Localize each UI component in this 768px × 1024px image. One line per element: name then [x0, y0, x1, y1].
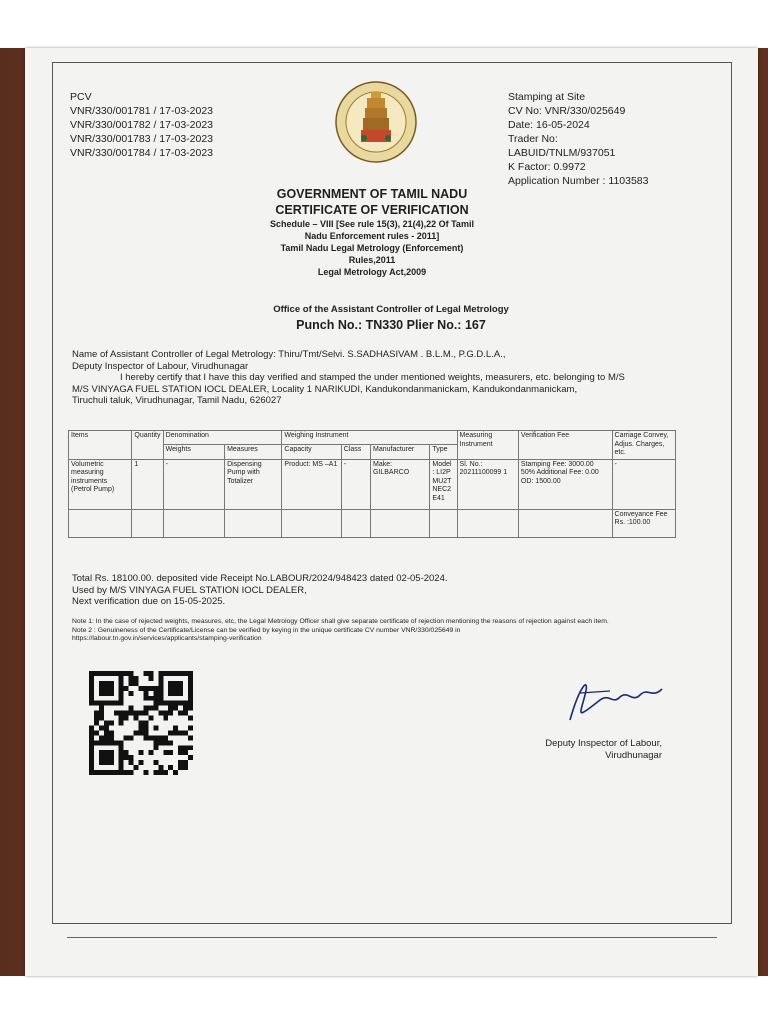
office-title: Office of the Assistant Controller of Legal Metrology — [273, 304, 509, 315]
act-line: Legal Metrology Act,2009 — [317, 267, 427, 277]
pcv-entry: VNR/330/001782 / 17-03-2023 — [70, 119, 214, 131]
pcv-entry: VNR/330/001781 / 17-03-2023 — [70, 105, 214, 117]
used-by: Used by M/S VINYAGA FUEL STATION IOCL DEALER, — [72, 584, 307, 596]
pcv-entry: VNR/330/001784 / 17-03-2023 — [70, 147, 214, 159]
rules-line: Tamil Nadu Legal Metrology (Enforcement) — [280, 243, 464, 253]
controller-name: Name of Assistant Controller of Legal Metrology: Thiru/Tmt/Selvi. S.SADHASIVAM . B.L.M., P.G.D.L.A., — [72, 349, 506, 360]
subheader-capacity: Capacity — [282, 445, 341, 459]
cell-type: Model : LI2P MU2T NEC2 E41 — [430, 459, 457, 509]
cell-measures: Dispensing Pump with Totalizer — [225, 459, 282, 509]
government-title: GOVERNMENT OF TAMIL NADU — [276, 187, 468, 201]
signatory-designation: Deputy Inspector of Labour, — [545, 738, 662, 749]
note-2: Note 2 : Genuineness of the Certificate/License can be verified by keying in the unique certificate CV number VNR/330/025649 in — [72, 626, 461, 634]
cv-number: CV No: VNR/330/025649 — [508, 105, 626, 117]
punch-number: Punch No.: TN330 Plier No.: 167 — [296, 318, 486, 332]
trader-label: Trader No: — [508, 133, 558, 145]
cell-item: Volumetric measuring instruments (Petrol Pump) — [69, 459, 132, 509]
rules-line: Rules,2011 — [348, 255, 396, 265]
cell-class: - — [341, 459, 370, 509]
header-fee: Verification Fee — [518, 431, 612, 460]
tamil-nadu-emblem-icon — [334, 80, 418, 164]
header-weighing: Weighing Instrument — [282, 431, 457, 445]
cell-carriage: - — [612, 459, 675, 509]
verification-table — [68, 430, 676, 538]
header-denomination: Denomination — [163, 431, 282, 445]
note-1: Note 1: In the case of rejected weights, measures, etc, the Legal Metrology Officer shall give separate certificate of rejection mentioning the reasons of rejection against each item. — [72, 618, 609, 625]
next-verification: Next verification due on 15-05-2025. — [72, 596, 226, 607]
dealer-address: Tiruchuli taluk, Virudhunagar, Tamil Nadu, 626027 — [72, 395, 282, 406]
table-row — [69, 459, 676, 509]
table-row — [69, 509, 676, 537]
cell-capacity: Product: MS –A1 — [282, 459, 341, 509]
cell-manufacturer: Make: GILBARCO — [370, 459, 429, 509]
table-header-row — [69, 431, 676, 445]
totals-block — [72, 573, 448, 608]
subheader-weights: Weights — [163, 445, 224, 459]
header-items: Items — [69, 431, 132, 460]
stamping-site-label: Stamping at Site — [508, 91, 586, 103]
verification-link: https://labour.tn.gov.in/services/applicants/stamping-verification — [72, 635, 262, 642]
cell-serial: Sl. No.: 20211100099 1 — [457, 459, 518, 509]
trader-number: LABUID/TNLM/937051 — [508, 147, 616, 159]
signatory-block — [522, 738, 662, 761]
header-right-block — [508, 90, 648, 188]
cell-quantity: 1 — [132, 459, 163, 509]
total-amount: Total Rs. 18100.00. deposited vide Receipt No.LABOUR/2024/948423 dated 02-05-2024. — [72, 573, 448, 584]
certification-text — [72, 349, 672, 407]
cell-conveyance: Conveyance Fee Rs. :100.00 — [612, 509, 675, 537]
certificate-heading — [232, 186, 512, 278]
subheader-measures: Measures — [225, 445, 282, 459]
signatory-place: Virudhunagar — [605, 749, 662, 761]
signature-image — [540, 665, 670, 725]
qr-code-icon — [86, 671, 196, 775]
pcv-entry: VNR/330/001783 / 17-03-2023 — [70, 133, 214, 145]
certificate-title: CERTIFICATE OF VERIFICATION — [275, 203, 469, 217]
pcv-label: PCV — [70, 91, 92, 103]
certify-statement: I hereby certify that I have this day verified and stamped the under mentioned weights, measurers, etc. belonging to M/S — [120, 372, 625, 383]
header-left-block — [70, 90, 213, 160]
subheader-manufacturer: Manufacturer — [370, 445, 429, 459]
bottom-divider — [67, 937, 717, 938]
cell-weights: - — [163, 459, 224, 509]
controller-designation: Deputy Inspector of Labour, Virudhunagar — [72, 360, 249, 372]
certificate-date: Date: 16-05-2024 — [508, 119, 590, 131]
subheader-type: Type — [430, 445, 457, 459]
subheader-class: Class — [341, 445, 370, 459]
k-factor: K Factor: 0.9972 — [508, 161, 586, 173]
schedule-line: Schedule – VIII [See rule 15(3), 21(4),22 Of Tamil — [270, 219, 474, 229]
application-number: Application Number : 1103583 — [508, 175, 649, 187]
header-quantity: Quantity — [132, 431, 163, 460]
dealer-address: M/S VINYAGA FUEL STATION IOCL DEALER, Locality 1 NARIKUDI, Kandukondanmanickam, Kandukondanmanickam, — [72, 383, 578, 395]
schedule-line: Nadu Enforcement rules - 2011] — [304, 231, 440, 241]
notes-block — [72, 618, 672, 644]
cell-fee: Stamping Fee: 3000.00 50% Additional Fee: 0.00 OD: 1500.00 — [518, 459, 612, 509]
header-carriage: Carriage Convey, Adjus. Charges, etc. — [612, 431, 675, 460]
header-measuring: Measuring Instrument — [457, 431, 518, 460]
